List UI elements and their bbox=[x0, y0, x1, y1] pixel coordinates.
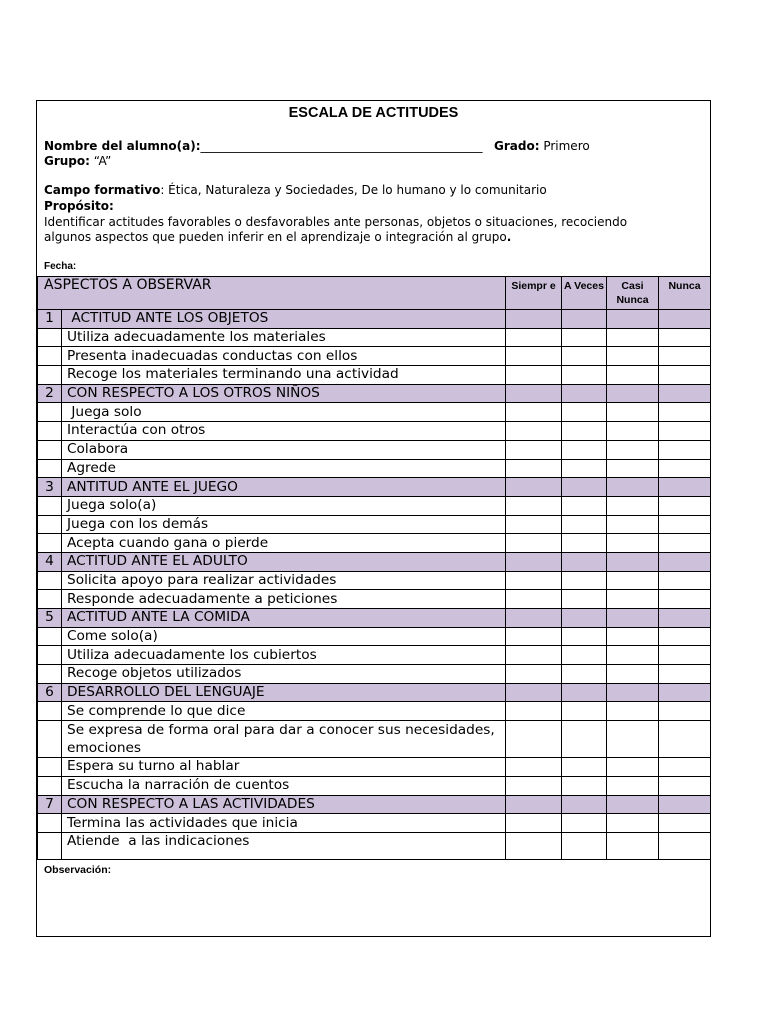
item-row bbox=[38, 758, 711, 777]
rating-cell-siempre[interactable] bbox=[506, 665, 562, 684]
formative-field-line bbox=[44, 183, 547, 198]
rating-cell-nunca[interactable] bbox=[659, 627, 711, 646]
section-rating-cell bbox=[607, 609, 659, 628]
section-number: 5 bbox=[38, 609, 62, 628]
section-rating-cell bbox=[659, 795, 711, 814]
section-rating-cell bbox=[607, 683, 659, 702]
rating-cell-siempre[interactable] bbox=[506, 403, 562, 422]
rating-cell-a-veces[interactable] bbox=[562, 646, 607, 665]
item-row bbox=[38, 646, 711, 665]
rating-cell-siempre[interactable] bbox=[506, 459, 562, 478]
attitude-scale-form bbox=[36, 100, 711, 937]
rating-cell-siempre[interactable] bbox=[506, 627, 562, 646]
item-row bbox=[38, 665, 711, 684]
rating-cell-nunca[interactable] bbox=[659, 590, 711, 609]
section-rating-cell bbox=[562, 310, 607, 329]
item-text: Juega solo bbox=[62, 403, 506, 422]
purpose-end-period: . bbox=[506, 230, 512, 244]
section-title: CON RESPECTO A LAS ACTIVIDADES bbox=[62, 795, 506, 814]
item-text: Acepta cuando gana o pierde bbox=[62, 534, 506, 553]
section-row bbox=[38, 478, 711, 497]
section-rating-cell bbox=[562, 478, 607, 497]
aspects-header: ASPECTOS A OBSERVAR bbox=[38, 277, 506, 310]
rating-cell-siempre[interactable] bbox=[506, 832, 562, 859]
rating-cell-siempre[interactable] bbox=[506, 702, 562, 721]
section-rating-cell bbox=[562, 609, 607, 628]
item-text: Espera su turno al hablar bbox=[62, 758, 506, 777]
section-rating-cell bbox=[506, 310, 562, 329]
item-row bbox=[38, 814, 711, 833]
item-number-cell bbox=[38, 403, 62, 422]
rating-cell-casi-nunca[interactable] bbox=[607, 347, 659, 366]
rating-cell-a-veces[interactable] bbox=[562, 702, 607, 721]
item-number-cell bbox=[38, 758, 62, 777]
rating-cell-casi-nunca[interactable] bbox=[607, 328, 659, 347]
item-row bbox=[38, 347, 711, 366]
column-header-casi-nunca: Casi Nunca bbox=[607, 277, 659, 310]
rating-cell-nunca[interactable] bbox=[659, 665, 711, 684]
item-row bbox=[38, 832, 711, 859]
item-row bbox=[38, 721, 711, 758]
rating-cell-a-veces[interactable] bbox=[562, 515, 607, 534]
rating-cell-siempre[interactable] bbox=[506, 646, 562, 665]
item-row bbox=[38, 440, 711, 459]
rating-cell-casi-nunca[interactable] bbox=[607, 832, 659, 859]
section-number: 2 bbox=[38, 384, 62, 403]
rating-cell-siempre[interactable] bbox=[506, 422, 562, 441]
section-number: 7 bbox=[38, 795, 62, 814]
rating-cell-casi-nunca[interactable] bbox=[607, 403, 659, 422]
item-row bbox=[38, 590, 711, 609]
item-text: Atiende a las indicaciones bbox=[62, 832, 506, 859]
rating-cell-nunca[interactable] bbox=[659, 403, 711, 422]
section-rating-cell bbox=[659, 683, 711, 702]
rating-cell-siempre[interactable] bbox=[506, 534, 562, 553]
item-number-cell bbox=[38, 590, 62, 609]
section-rating-cell bbox=[562, 384, 607, 403]
rating-cell-casi-nunca[interactable] bbox=[607, 459, 659, 478]
purpose-label: Propósito: bbox=[44, 199, 114, 213]
item-row bbox=[38, 366, 711, 385]
rating-cell-siempre[interactable] bbox=[506, 496, 562, 515]
formative-field-value: : Ética, Naturaleza y Sociedades, De lo humano y lo comunitario bbox=[160, 183, 547, 197]
table-header-row bbox=[38, 277, 711, 310]
rating-cell-casi-nunca[interactable] bbox=[607, 646, 659, 665]
item-number-cell bbox=[38, 440, 62, 459]
rating-cell-a-veces[interactable] bbox=[562, 627, 607, 646]
item-number-cell bbox=[38, 646, 62, 665]
section-rating-cell bbox=[659, 310, 711, 329]
item-text: Come solo(a) bbox=[62, 627, 506, 646]
section-rating-cell bbox=[562, 795, 607, 814]
rating-cell-a-veces[interactable] bbox=[562, 758, 607, 777]
column-header-nunca: Nunca bbox=[659, 277, 711, 310]
section-row bbox=[38, 384, 711, 403]
column-header-siempre: Siempr e bbox=[506, 277, 562, 310]
section-rating-cell bbox=[562, 683, 607, 702]
rating-cell-nunca[interactable] bbox=[659, 702, 711, 721]
item-number-cell bbox=[38, 515, 62, 534]
rating-cell-a-veces[interactable] bbox=[562, 571, 607, 590]
item-text: Juega solo(a) bbox=[62, 496, 506, 515]
rating-cell-a-veces[interactable] bbox=[562, 328, 607, 347]
item-number-cell bbox=[38, 496, 62, 515]
rating-cell-nunca[interactable] bbox=[659, 721, 711, 758]
document-title: ESCALA DE ACTITUDES bbox=[288, 105, 459, 121]
rating-cell-a-veces[interactable] bbox=[562, 814, 607, 833]
section-number: 1 bbox=[38, 310, 62, 329]
group-value: “A” bbox=[93, 154, 112, 168]
rating-cell-a-veces[interactable] bbox=[562, 832, 607, 859]
item-text: Recoge objetos utilizados bbox=[62, 665, 506, 684]
rating-cell-casi-nunca[interactable] bbox=[607, 590, 659, 609]
section-row bbox=[38, 795, 711, 814]
rating-cell-casi-nunca[interactable] bbox=[607, 571, 659, 590]
group-label: Grupo: bbox=[44, 154, 90, 168]
rating-cell-a-veces[interactable] bbox=[562, 776, 607, 795]
item-row bbox=[38, 627, 711, 646]
rating-cell-nunca[interactable] bbox=[659, 758, 711, 777]
purpose-label-line bbox=[44, 199, 114, 214]
rating-cell-nunca[interactable] bbox=[659, 459, 711, 478]
section-rating-cell bbox=[506, 683, 562, 702]
section-rating-cell bbox=[659, 384, 711, 403]
rating-cell-a-veces[interactable] bbox=[562, 721, 607, 758]
item-number-cell bbox=[38, 366, 62, 385]
rating-cell-siempre[interactable] bbox=[506, 776, 562, 795]
rating-cell-a-veces[interactable] bbox=[562, 534, 607, 553]
rating-cell-a-veces[interactable] bbox=[562, 347, 607, 366]
rating-cell-casi-nunca[interactable] bbox=[607, 721, 659, 758]
rating-cell-nunca[interactable] bbox=[659, 496, 711, 515]
rating-cell-casi-nunca[interactable] bbox=[607, 776, 659, 795]
rating-cell-a-veces[interactable] bbox=[562, 403, 607, 422]
rating-cell-casi-nunca[interactable] bbox=[607, 814, 659, 833]
item-text: Escucha la narración de cuentos bbox=[62, 776, 506, 795]
rating-cell-a-veces[interactable] bbox=[562, 665, 607, 684]
observation-label: Observación: bbox=[44, 864, 112, 876]
item-number-cell bbox=[38, 422, 62, 441]
item-number-cell bbox=[38, 832, 62, 859]
rating-cell-nunca[interactable] bbox=[659, 776, 711, 795]
section-rating-cell bbox=[562, 552, 607, 571]
item-text: Se comprende lo que dice bbox=[62, 702, 506, 721]
rating-cell-nunca[interactable] bbox=[659, 347, 711, 366]
rating-cell-nunca[interactable] bbox=[659, 646, 711, 665]
section-row bbox=[38, 609, 711, 628]
rating-cell-a-veces[interactable] bbox=[562, 590, 607, 609]
table-body bbox=[38, 310, 711, 860]
rating-cell-siempre[interactable] bbox=[506, 721, 562, 758]
rating-cell-casi-nunca[interactable] bbox=[607, 496, 659, 515]
rating-cell-nunca[interactable] bbox=[659, 440, 711, 459]
item-number-cell bbox=[38, 328, 62, 347]
rating-cell-casi-nunca[interactable] bbox=[607, 440, 659, 459]
rating-cell-siempre[interactable] bbox=[506, 515, 562, 534]
rating-cell-casi-nunca[interactable] bbox=[607, 515, 659, 534]
rating-cell-nunca[interactable] bbox=[659, 534, 711, 553]
group-line bbox=[44, 154, 111, 169]
formative-field-label: Campo formativo bbox=[44, 183, 161, 197]
item-number-cell bbox=[38, 534, 62, 553]
rating-cell-casi-nunca[interactable] bbox=[607, 702, 659, 721]
rating-cell-nunca[interactable] bbox=[659, 422, 711, 441]
item-row bbox=[38, 776, 711, 795]
grade-value: Primero bbox=[543, 139, 590, 153]
student-name-field[interactable]: _______________________________________________ bbox=[200, 139, 483, 153]
item-row bbox=[38, 403, 711, 422]
rating-cell-nunca[interactable] bbox=[659, 328, 711, 347]
section-title: ACTITUD ANTE LA COMIDA bbox=[62, 609, 506, 628]
rating-cell-nunca[interactable] bbox=[659, 515, 711, 534]
section-title: CON RESPECTO A LOS OTROS NIÑOS bbox=[62, 384, 506, 403]
item-text: Recoge los materiales terminando una actividad bbox=[62, 366, 506, 385]
section-rating-cell bbox=[506, 552, 562, 571]
section-rating-cell bbox=[607, 552, 659, 571]
purpose-text-line-2 bbox=[44, 230, 511, 245]
section-rating-cell bbox=[659, 478, 711, 497]
section-title: ANTITUD ANTE EL JUEGO bbox=[62, 478, 506, 497]
item-number-cell bbox=[38, 665, 62, 684]
item-row bbox=[38, 422, 711, 441]
section-rating-cell bbox=[506, 478, 562, 497]
section-rating-cell bbox=[607, 795, 659, 814]
section-rating-cell bbox=[607, 310, 659, 329]
item-number-cell bbox=[38, 347, 62, 366]
rating-cell-a-veces[interactable] bbox=[562, 366, 607, 385]
item-row bbox=[38, 328, 711, 347]
item-row bbox=[38, 571, 711, 590]
section-rating-cell bbox=[506, 795, 562, 814]
section-title: ACTITUD ANTE EL ADULTO bbox=[62, 552, 506, 571]
item-text: Se expresa de forma oral para dar a conocer sus necesidades, emociones bbox=[62, 721, 506, 758]
item-number-cell bbox=[38, 702, 62, 721]
rating-cell-siempre[interactable] bbox=[506, 347, 562, 366]
section-rating-cell bbox=[506, 609, 562, 628]
item-text: Responde adecuadamente a peticiones bbox=[62, 590, 506, 609]
section-row bbox=[38, 683, 711, 702]
student-name-line bbox=[44, 139, 590, 154]
column-header-a-veces: A Veces bbox=[562, 277, 607, 310]
section-rating-cell bbox=[659, 609, 711, 628]
observation-table bbox=[37, 276, 711, 860]
item-text: Solicita apoyo para realizar actividades bbox=[62, 571, 506, 590]
section-title: ACTITUD ANTE LOS OBJETOS bbox=[62, 310, 506, 329]
date-label: Fecha: bbox=[44, 261, 77, 272]
item-text: Interactúa con otros bbox=[62, 422, 506, 441]
item-row bbox=[38, 459, 711, 478]
section-row bbox=[38, 552, 711, 571]
item-text: Colabora bbox=[62, 440, 506, 459]
rating-cell-nunca[interactable] bbox=[659, 814, 711, 833]
rating-cell-casi-nunca[interactable] bbox=[607, 534, 659, 553]
section-row bbox=[38, 310, 711, 329]
rating-cell-a-veces[interactable] bbox=[562, 459, 607, 478]
item-text: Utiliza adecuadamente los materiales bbox=[62, 328, 506, 347]
section-rating-cell bbox=[506, 384, 562, 403]
rating-cell-casi-nunca[interactable] bbox=[607, 758, 659, 777]
item-number-cell bbox=[38, 776, 62, 795]
grade-label: Grado: bbox=[494, 139, 540, 153]
item-row bbox=[38, 515, 711, 534]
item-number-cell bbox=[38, 571, 62, 590]
item-number-cell bbox=[38, 721, 62, 758]
section-rating-cell bbox=[607, 384, 659, 403]
rating-cell-a-veces[interactable] bbox=[562, 496, 607, 515]
item-text: Termina las actividades que inicia bbox=[62, 814, 506, 833]
purpose-text-line-1: Identificar actitudes favorables o desfavorables ante personas, objetos o situaciones, recociendo bbox=[44, 215, 628, 229]
section-rating-cell bbox=[659, 552, 711, 571]
rating-cell-casi-nunca[interactable] bbox=[607, 627, 659, 646]
rating-cell-casi-nunca[interactable] bbox=[607, 665, 659, 684]
rating-cell-siempre[interactable] bbox=[506, 571, 562, 590]
item-text: Juega con los demás bbox=[62, 515, 506, 534]
item-row bbox=[38, 702, 711, 721]
item-text: Utiliza adecuadamente los cubiertos bbox=[62, 646, 506, 665]
section-number: 3 bbox=[38, 478, 62, 497]
item-row bbox=[38, 534, 711, 553]
item-number-cell bbox=[38, 459, 62, 478]
item-text: Presenta inadecuadas conductas con ellos bbox=[62, 347, 506, 366]
rating-cell-a-veces[interactable] bbox=[562, 422, 607, 441]
rating-cell-siempre[interactable] bbox=[506, 590, 562, 609]
rating-cell-casi-nunca[interactable] bbox=[607, 422, 659, 441]
section-rating-cell bbox=[607, 478, 659, 497]
rating-cell-a-veces[interactable] bbox=[562, 440, 607, 459]
rating-cell-nunca[interactable] bbox=[659, 366, 711, 385]
rating-cell-nunca[interactable] bbox=[659, 832, 711, 859]
section-number: 6 bbox=[38, 683, 62, 702]
rating-cell-nunca[interactable] bbox=[659, 571, 711, 590]
purpose-text-line-2-text: algunos aspectos que pueden inferir en el aprendizaje o integración al grupo bbox=[44, 230, 507, 244]
section-title: DESARROLLO DEL LENGUAJE bbox=[62, 683, 506, 702]
item-row bbox=[38, 496, 711, 515]
item-number-cell bbox=[38, 814, 62, 833]
section-number: 4 bbox=[38, 552, 62, 571]
rating-cell-siempre[interactable] bbox=[506, 758, 562, 777]
item-text: Agrede bbox=[62, 459, 506, 478]
rating-cell-siempre[interactable] bbox=[506, 814, 562, 833]
student-name-label: Nombre del alumno(a): bbox=[44, 139, 201, 153]
rating-cell-casi-nunca[interactable] bbox=[607, 366, 659, 385]
item-number-cell bbox=[38, 627, 62, 646]
rating-cell-siempre[interactable] bbox=[506, 440, 562, 459]
rating-cell-siempre[interactable] bbox=[506, 366, 562, 385]
rating-cell-siempre[interactable] bbox=[506, 328, 562, 347]
